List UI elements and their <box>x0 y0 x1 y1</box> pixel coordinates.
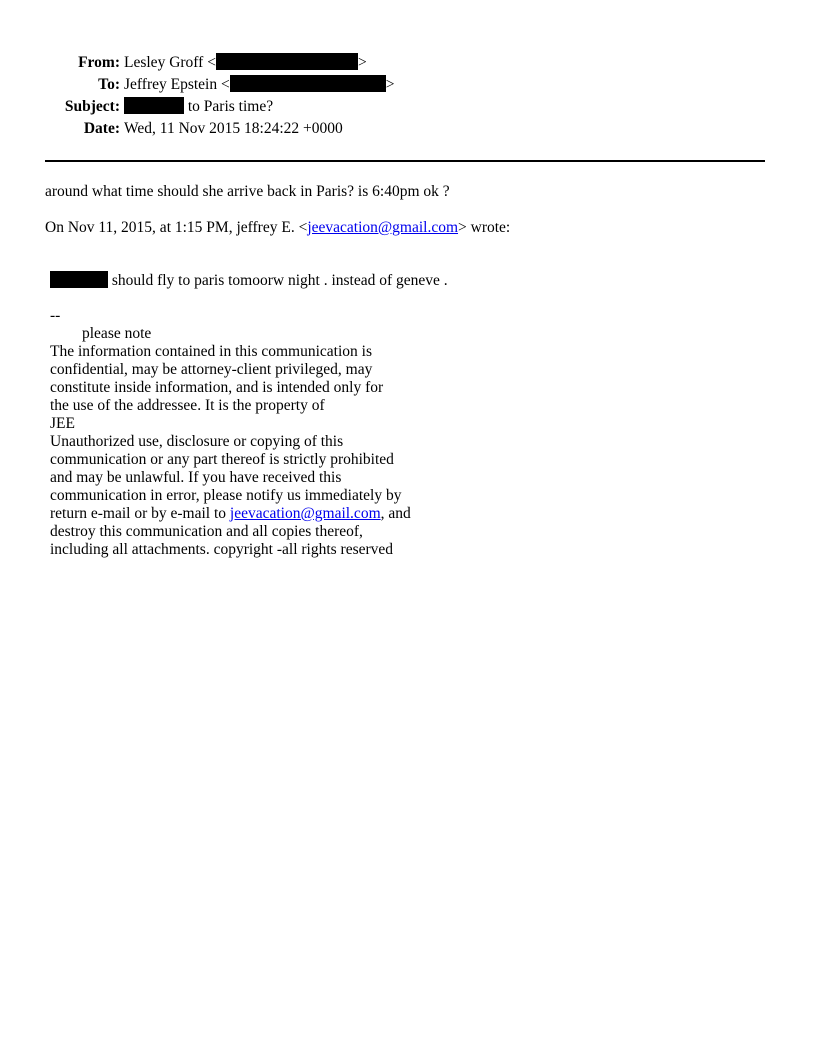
disclaimer-line: communication in error, please notify us immediately by <box>50 487 402 504</box>
redaction-bar <box>50 271 108 288</box>
disclaimer-line: constitute inside information, and is intended only for <box>50 379 384 396</box>
to-label: To: <box>98 76 120 93</box>
disclaimer-line: JEE <box>50 415 75 432</box>
signature-note: please note <box>82 325 152 342</box>
disclaimer-email-suffix: , and <box>380 505 411 522</box>
quote-intro-prefix: On Nov 11, 2015, at 1:15 PM, jeffrey E. < <box>45 219 308 236</box>
to-row <box>0 75 816 95</box>
date-row <box>0 119 816 139</box>
redaction-bar <box>216 53 358 70</box>
to-close: > <box>385 76 395 93</box>
from-row <box>0 53 816 73</box>
disclaimer-line: the use of the addressee. It is the property of <box>50 397 325 414</box>
from-value <box>124 53 367 73</box>
subject-text: to Paris time? <box>184 98 274 115</box>
disclaimer-email-prefix: return e-mail or by e-mail to <box>50 505 230 522</box>
disclaimer-line: Unauthorized use, disclosure or copying of this <box>50 433 344 450</box>
quote-intro <box>45 219 510 237</box>
disclaimer-line: including all attachments. copyright -all rights reserved <box>50 541 394 558</box>
subject-value <box>124 97 273 117</box>
date-label: Date: <box>83 120 120 137</box>
to-value <box>124 75 394 95</box>
disclaimer-line: and may be unlawful. If you have received this <box>50 469 342 486</box>
quote-intro-suffix: > wrote: <box>458 219 511 236</box>
disclaimer-line: confidential, may be attorney-client privileged, may <box>50 361 373 378</box>
disclaimer-line: communication or any part thereof is strictly prohibited <box>50 451 394 468</box>
from-name: Lesley Groff < <box>124 54 216 71</box>
disclaimer-email-line <box>50 505 411 523</box>
from-close: > <box>357 54 367 71</box>
disclaimer-line: The information contained in this communication is <box>50 343 372 360</box>
reply-text: around what time should she arrive back in Paris? is 6:40pm ok ? <box>45 183 450 200</box>
quoted-message-text: should fly to paris tomoorw night . instead of geneve . <box>108 272 448 289</box>
date-value: Wed, 11 Nov 2015 18:24:22 +0000 <box>124 120 343 137</box>
subject-label: Subject: <box>64 98 120 115</box>
disclaimer-line: destroy this communication and all copies thereof, <box>50 523 363 540</box>
from-label: From: <box>78 54 120 71</box>
redaction-bar <box>124 97 184 114</box>
disclaimer-email-link[interactable]: jeevacation@gmail.com <box>229 505 381 522</box>
to-name: Jeffrey Epstein < <box>124 76 230 93</box>
header-divider <box>45 160 765 162</box>
signature-separator: -- <box>50 307 61 324</box>
quote-email-link[interactable]: jeevacation@gmail.com <box>307 219 459 236</box>
subject-row <box>0 97 816 117</box>
redaction-bar <box>230 75 386 92</box>
quoted-message <box>50 271 448 290</box>
